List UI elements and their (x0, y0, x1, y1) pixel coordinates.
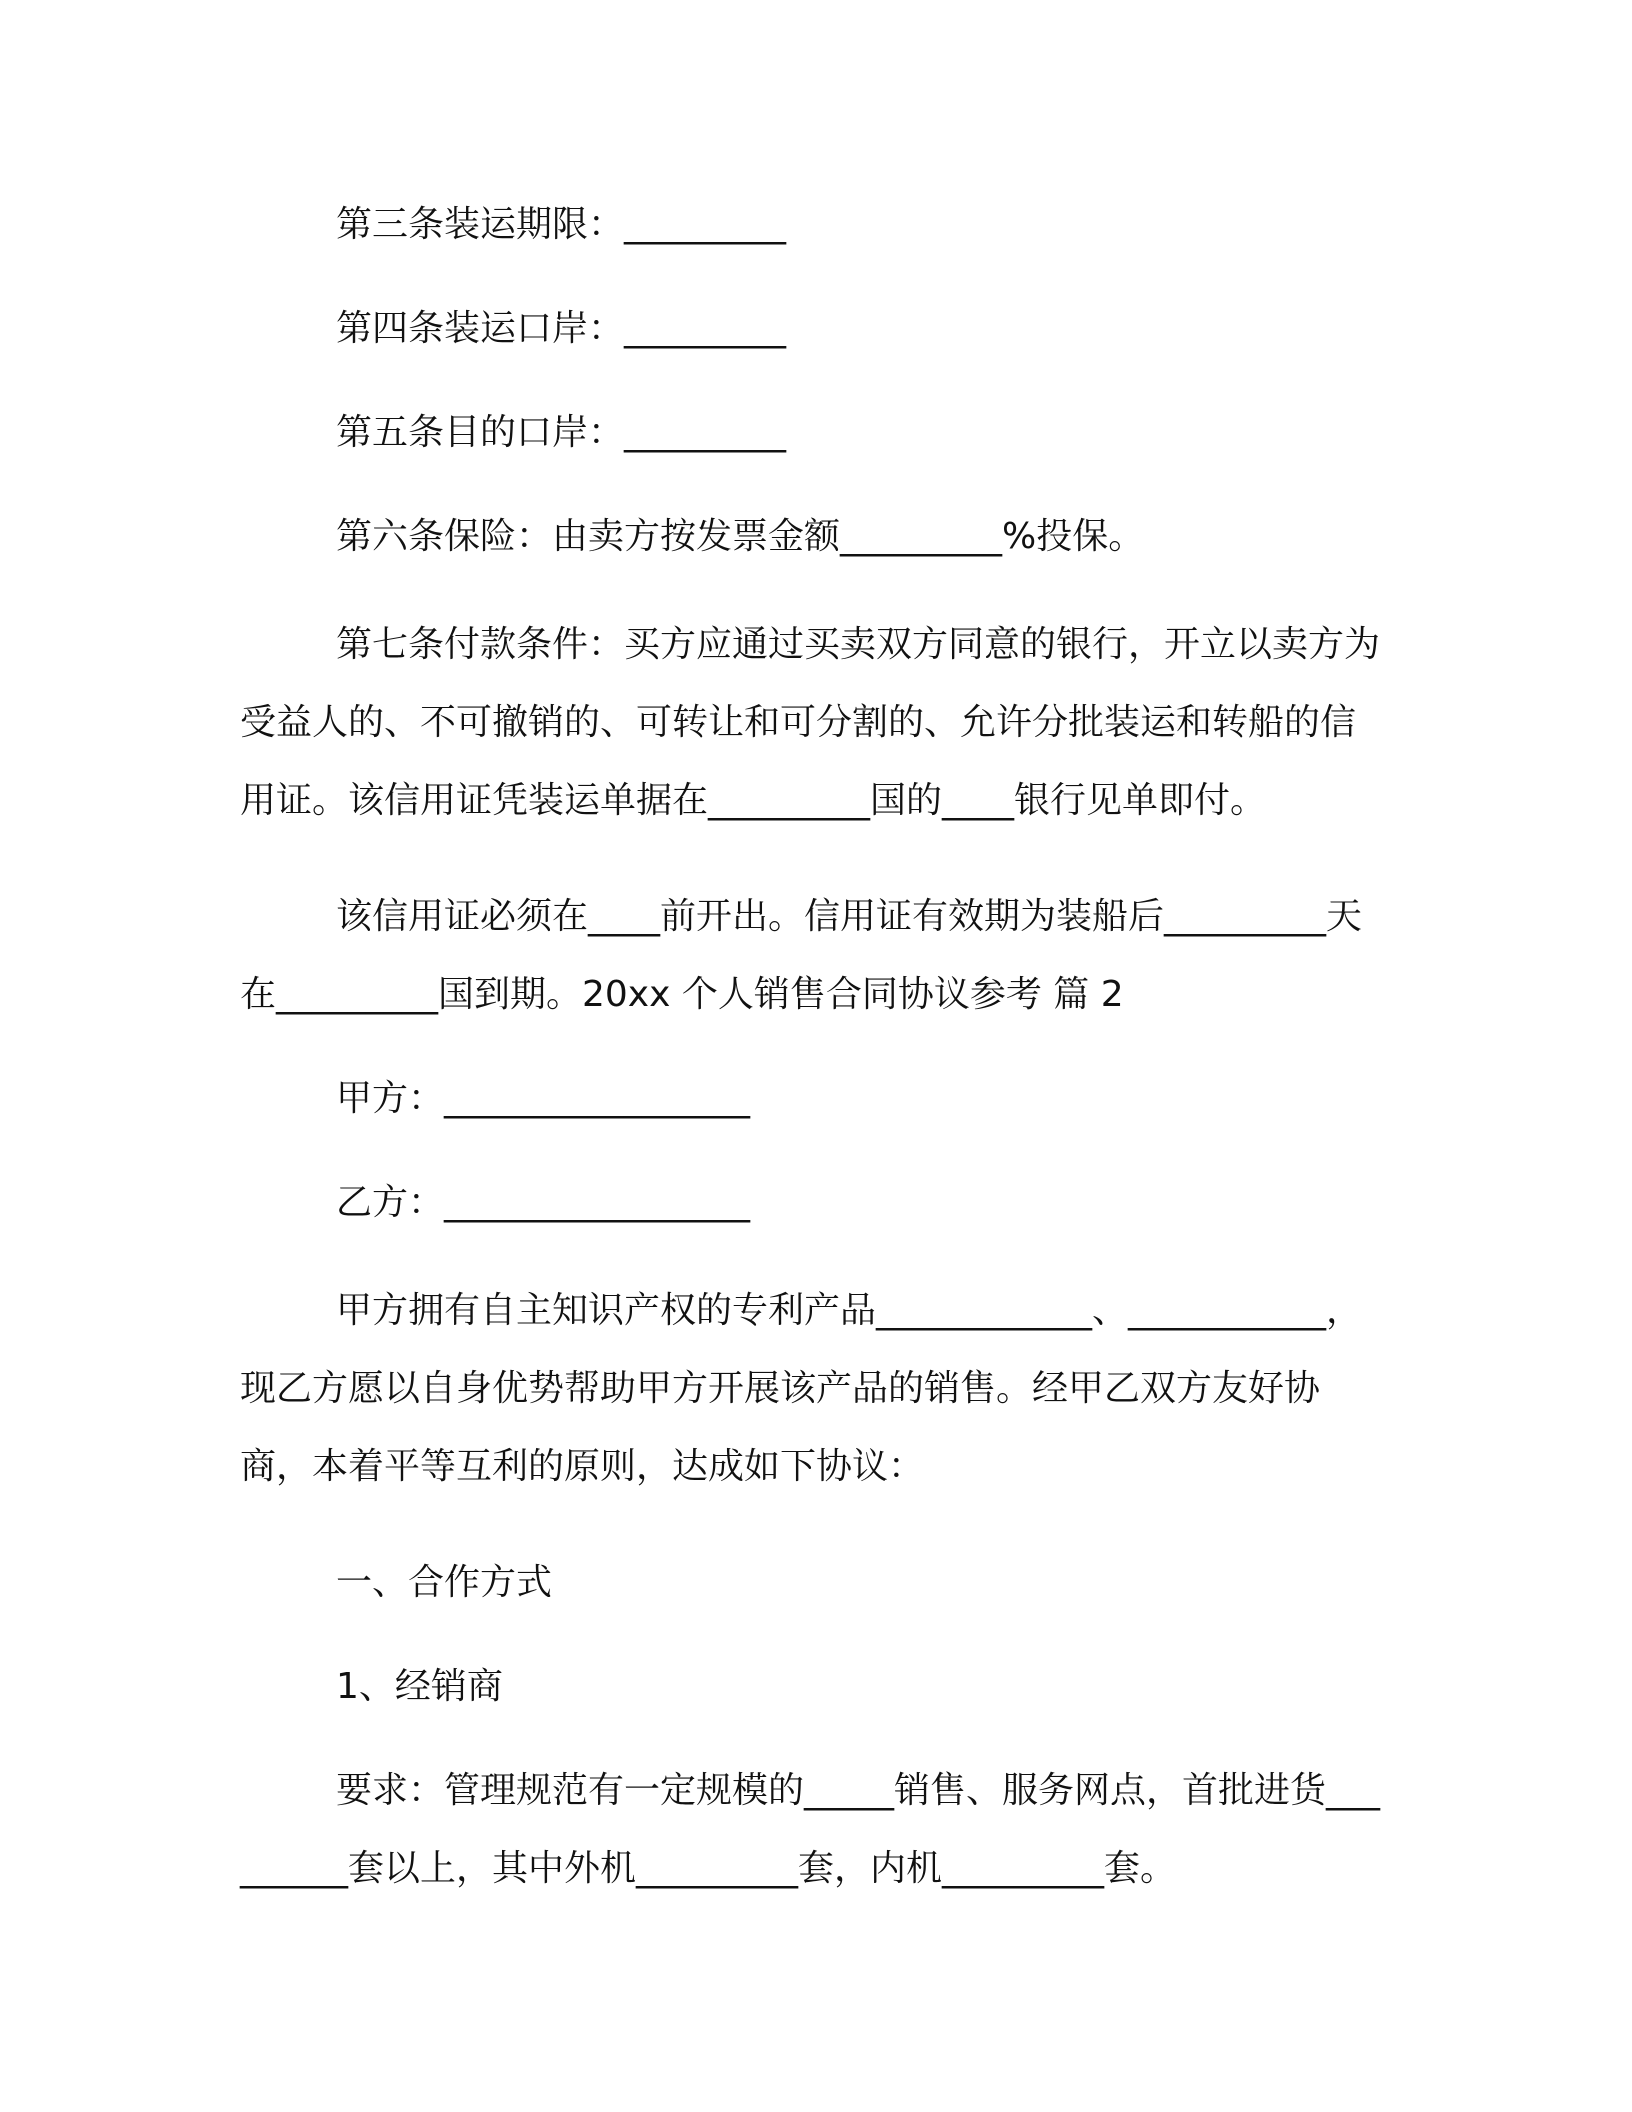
agreement-intro: 甲方拥有自主知识产权的专利产品____________、___________，现乙方愿以自身优势帮助甲方开展该产品的销售。经甲乙双方友好协商，本着平等互利的原则，达成如下协议： (240, 1290, 1363, 1487)
party-b-line: 乙方：_________________ (336, 1182, 751, 1223)
clause-insurance: 第六条保险：由卖方按发票金额_________%投保。 (336, 516, 1145, 557)
clause-payment-terms: 第七条付款条件：买方应通过买卖双方同意的银行，开立以卖方为受益人的、不可撤销的、可转让和可分割的、允许分批装运和转船的信用证。该信用证凭装运单据在_________国的____银行见单即付。 (240, 624, 1381, 821)
section-heading-cooperation: 一、合作方式 (336, 1562, 553, 1603)
clause-port-of-destination: 第五条目的口岸：_________ (336, 412, 787, 453)
clause-shipment-period: 第三条装运期限：_________ (336, 204, 787, 245)
paragraph-credit-validity: 该信用证必须在____前开出。信用证有效期为装船后_________天在_________国到期。20xx 个人销售合同协议参考 篇 2 (240, 896, 1363, 1015)
party-a-line: 甲方：_________________ (336, 1078, 751, 1119)
clause-port-of-loading: 第四条装运口岸：_________ (336, 308, 787, 349)
item-distributor: 1、经销商 (336, 1666, 503, 1707)
distributor-requirement: 要求：管理规范有一定规模的_____销售、服务网点，首批进货_________套以上，其中外机_________套，内机_________套。 (240, 1770, 1381, 1889)
document-body (240, 186, 1390, 1908)
